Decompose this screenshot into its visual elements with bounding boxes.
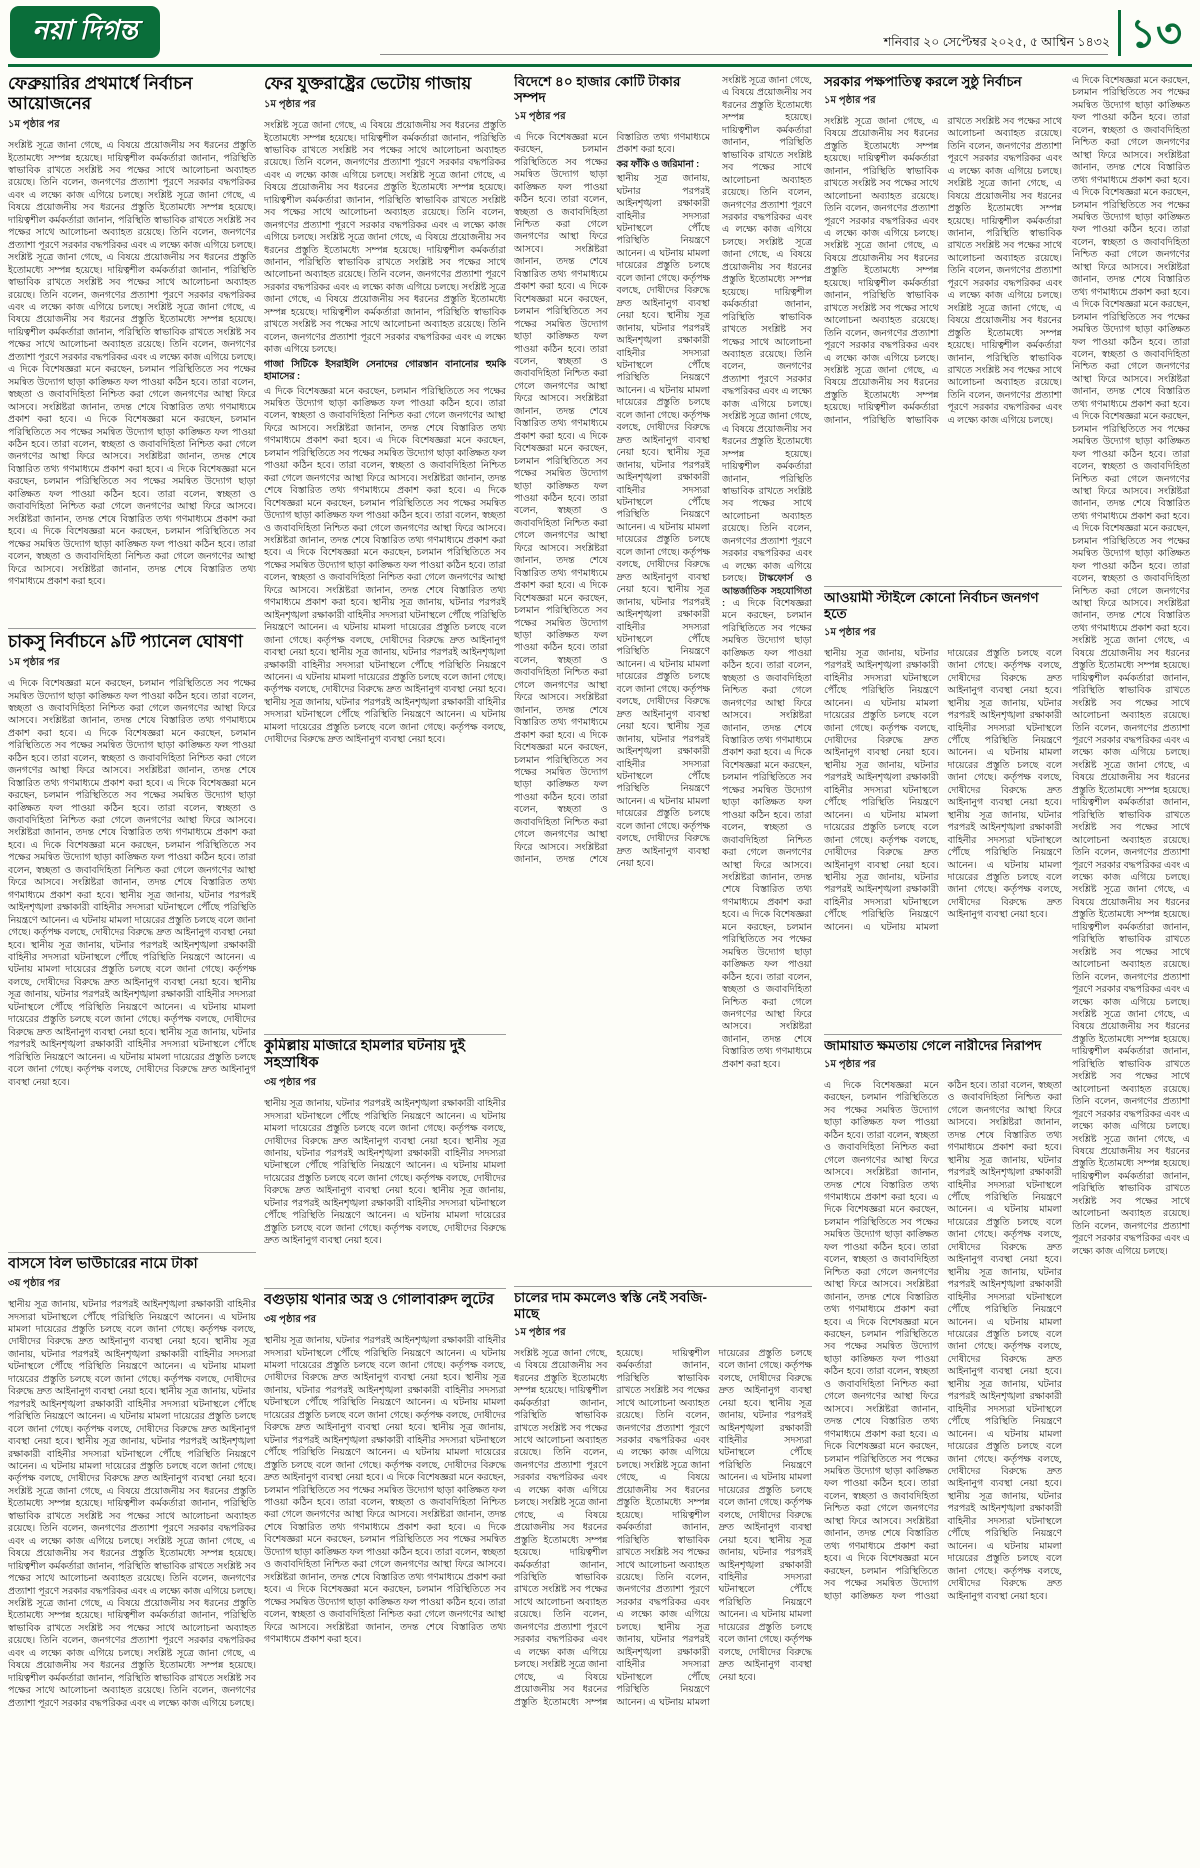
body-text: এ দিকে বিশেষজ্ঞরা মনে করছেন, চলমান পরিস্থিতিতে সব পক্ষের সমন্বিত উদ্যোগ ছাড়া কাঙ্ক্ষিত ফল পাওয়া কঠিন হবে। তারা বলেন, স্বচ্ছতা ও জবাবদিহিতা নিশ্চিত করা গেলে জনগণের আস্থা ফিরে আসবে। সংশ্লিষ্টরা জানান, তদন্ত শেষে বিস্তারিত তথ্য গণমাধ্যমে প্রকাশ করা হবে। এ দিকে বিশেষজ্ঞরা মনে করছেন, চলমান পরিস্থিতিতে সব পক্ষের সমন্বিত উদ্যোগ ছাড়া কাঙ্ক্ষিত ফল পাওয়া কঠিন হবে। তারা বলেন, স্বচ্ছতা ও জবাবদিহিতা নিশ্চিত করা গেলে জনগণের আস্থা ফিরে আসবে। সংশ্লিষ্টরা জানান, তদন্ত শেষে বিস্তারিত তথ্য গণমাধ্যমে প্রকাশ করা হবে। এ দিকে বিশেষজ্ঞরা মনে করছেন, চলমান পরিস্থিতিতে সব পক্ষের সমন্বিত উদ্যোগ ছাড়া কাঙ্ক্ষিত ফল পাওয়া কঠিন হবে। তারা বলেন, স্বচ্ছতা ও জবাবদিহিতা নিশ্চিত করা গেলে জনগণের আস্থা ফিরে আসবে। সংশ্লিষ্টরা জানান, তদন্ত শেষে বিস্তারিত তথ্য গণমাধ্যমে প্রকাশ করা হবে। xyxy=(722,598,812,1069)
body-text: এ দিকে বিশেষজ্ঞরা মনে করছেন, চলমান পরিস্থিতিতে সব পক্ষের সমন্বিত উদ্যোগ ছাড়া কাঙ্ক্ষিত ফল পাওয়া কঠিন হবে। তারা বলেন, স্বচ্ছতা ও জবাবদিহিতা নিশ্চিত করা গেলে জনগণের আস্থা ফিরে আসবে। সংশ্লিষ্টরা জানান, তদন্ত শেষে বিস্তারিত তথ্য গণমাধ্যমে প্রকাশ করা হবে। এ দিকে বিশেষজ্ঞরা মনে করছেন, চলমান পরিস্থিতিতে সব পক্ষের সমন্বিত উদ্যোগ ছাড়া কাঙ্ক্ষিত ফল পাওয়া কঠিন হবে। তারা বলেন, স্বচ্ছতা ও জবাবদিহিতা নিশ্চিত করা গেলে জনগণের আস্থা ফিরে আসবে। সংশ্লিষ্টরা জানান, তদন্ত শেষে বিস্তারিত তথ্য গণমাধ্যমে প্রকাশ করা হবে। এ দিকে বিশেষজ্ঞরা মনে করছেন, চলমান পরিস্থিতিতে সব পক্ষের সমন্বিত উদ্যোগ ছাড়া কাঙ্ক্ষিত ফল পাওয়া কঠিন হবে। তারা বলেন, স্বচ্ছতা ও জবাবদিহিতা নিশ্চিত করা গেলে জনগণের আস্থা ফিরে আসবে। সংশ্লিষ্টরা জানান, তদন্ত শেষে বিস্তারিত তথ্য গণমাধ্যমে প্রকাশ করা হবে। xyxy=(264,1472,506,1644)
section-divider xyxy=(824,1034,1062,1035)
continued-from-label: ৩য় পৃষ্ঠার পর xyxy=(8,1278,60,1290)
article-fair-election xyxy=(824,74,1062,584)
dateline: শনিবার ২০ সেপ্টেম্বর ২০২৫, ৫ আশ্বিন ১৪৩২ xyxy=(883,35,1110,49)
body-text: সংশ্লিষ্ট সূত্রে জানা গেছে, এ বিষয়ে প্রয়োজনীয় সব ধরনের প্রস্তুতি ইতোমধ্যে সম্পন্ন হয়েছে। দায়িত্বশীল কর্মকর্তারা জানান, পরিস্থিতি স্বাভাবিক রাখতে সংশ্লিষ্ট সব পক্ষের সাথে আলোচনা অব্যাহত রয়েছে। তিনি বলেন, জনগণের প্রত্যাশা পূরণে সরকার বদ্ধপরিকর এবং এ লক্ষ্যে কাজ এগিয়ে চলছে। সংশ্লিষ্ট সূত্রে জানা গেছে, এ বিষয়ে প্রয়োজনীয় সব ধরনের প্রস্তুতি ইতোমধ্যে সম্পন্ন হয়েছে। দায়িত্বশীল কর্মকর্তারা জানান, পরিস্থিতি স্বাভাবিক রাখতে সংশ্লিষ্ট সব পক্ষের সাথে আলোচনা অব্যাহত রয়েছে। তিনি বলেন, জনগণের প্রত্যাশা পূরণে সরকার বদ্ধপরিকর এবং এ লক্ষ্যে কাজ এগিয়ে চলছে। সংশ্লিষ্ট সূত্রে জানা গেছে, এ বিষয়ে প্রয়োজনীয় সব ধরনের প্রস্তুতি ইতোমধ্যে সম্পন্ন হয়েছে। দায়িত্বশীল কর্মকর্তারা জানান, পরিস্থিতি স্বাভাবিক রাখতে সংশ্লিষ্ট সব পক্ষের সাথে আলোচনা অব্যাহত রয়েছে। তিনি বলেন, জনগণের প্রত্যাশা পূরণে সরকার বদ্ধপরিকর এবং এ লক্ষ্যে কাজ এগিয়ে চলছে। সংশ্লিষ্ট সূত্রে জানা গেছে, এ বিষয়ে প্রয়োজনীয় সব ধরনের প্রস্তুতি ইতোমধ্যে সম্পন্ন হয়েছে। দায়িত্বশীল কর্মকর্তারা জানান, পরিস্থিতি স্বাভাবিক রাখতে সংশ্লিষ্ট সব পক্ষের সাথে আলোচনা অব্যাহত রয়েছে। তিনি বলেন, জনগণের প্রত্যাশা পূরণে সরকার বদ্ধপরিকর এবং এ লক্ষ্যে কাজ এগিয়ে চলছে। সংশ্লিষ্ট সূত্রে জানা গেছে, এ বিষয়ে প্রয়োজনীয় সব ধরনের প্রস্তুতি ইতোমধ্যে সম্পন্ন হয়েছে। দায়িত্বশীল কর্মকর্তারা জানান, পরিস্থিতি স্বাভাবিক রাখতে সংশ্লিষ্ট সব পক্ষের সাথে আলোচনা অব্যাহত রয়েছে। তিনি বলেন, জনগণের প্রত্যাশা পূরণে সরকার বদ্ধপরিকর এবং এ লক্ষ্যে কাজ এগিয়ে চলছে। xyxy=(824,115,1062,425)
section-divider xyxy=(8,628,256,629)
body-text: স্থানীয় সূত্র জানায়, ঘটনার পরপরই আইনশৃঙ্খলা রক্ষাকারী বাহিনীর সদস্যরা ঘটনাস্থলে পৌঁছে পরিস্থিতি নিয়ন্ত্রণে আনেন। এ ঘটনায় মামলা দায়েরের প্রস্তুতি চলছে বলে জানা গেছে। কর্তৃপক্ষ বলছে, দোষীদের বিরুদ্ধে দ্রুত আইনানুগ ব্যবস্থা নেয়া হবে। স্থানীয় সূত্র জানায়, ঘটনার পরপরই আইনশৃঙ্খলা রক্ষাকারী বাহিনীর সদস্যরা ঘটনাস্থলে পৌঁছে পরিস্থিতি নিয়ন্ত্রণে আনেন। এ ঘটনায় মামলা দায়েরের প্রস্তুতি চলছে বলে জানা গেছে। কর্তৃপক্ষ বলছে, দোষীদের বিরুদ্ধে দ্রুত আইনানুগ ব্যবস্থা নেয়া হবে। স্থানীয় সূত্র জানায়, ঘটনার পরপরই আইনশৃঙ্খলা রক্ষাকারী বাহিনীর সদস্যরা ঘটনাস্থলে পৌঁছে পরিস্থিতি নিয়ন্ত্রণে আনেন। এ ঘটনায় মামলা দায়েরের প্রস্তুতি চলছে বলে জানা গেছে। কর্তৃপক্ষ বলছে, দোষীদের বিরুদ্ধে দ্রুত আইনানুগ ব্যবস্থা নেয়া হবে। স্থানীয় সূত্র জানায়, ঘটনার পরপরই আইনশৃঙ্খলা রক্ষাকারী বাহিনীর সদস্যরা ঘটনাস্থলে পৌঁছে পরিস্থিতি নিয়ন্ত্রণে আনেন। এ ঘটনায় মামলা দায়েরের প্রস্তুতি চলছে বলে জানা গেছে। কর্তৃপক্ষ বলছে, দোষীদের বিরুদ্ধে দ্রুত আইনানুগ ব্যবস্থা নেয়া হবে। xyxy=(8,1299,256,1484)
article-headline: বিদেশে ৪০ হাজার কোটি টাকার সম্পদ xyxy=(514,74,681,105)
article-headline: ফের যুক্তরাষ্ট্রের ভেটোয় গাজায় xyxy=(264,74,472,93)
article-cumilla xyxy=(264,1038,506,1286)
article-body xyxy=(824,647,1062,1032)
body-text: এ দিকে বিশেষজ্ঞরা মনে করছেন, চলমান পরিস্থিতিতে সব পক্ষের সমন্বিত উদ্যোগ ছাড়া কাঙ্ক্ষিত ফল পাওয়া কঠিন হবে। তারা বলেন, স্বচ্ছতা ও জবাবদিহিতা নিশ্চিত করা গেলে জনগণের আস্থা ফিরে আসবে। সংশ্লিষ্টরা জানান, তদন্ত শেষে বিস্তারিত তথ্য গণমাধ্যমে প্রকাশ করা হবে। এ দিকে বিশেষজ্ঞরা মনে করছেন, চলমান পরিস্থিতিতে সব পক্ষের সমন্বিত উদ্যোগ ছাড়া কাঙ্ক্ষিত ফল পাওয়া কঠিন হবে। তারা বলেন, স্বচ্ছতা ও জবাবদিহিতা নিশ্চিত করা গেলে জনগণের আস্থা ফিরে আসবে। সংশ্লিষ্টরা জানান, তদন্ত শেষে বিস্তারিত তথ্য গণমাধ্যমে প্রকাশ করা হবে। এ দিকে বিশেষজ্ঞরা মনে করছেন, চলমান পরিস্থিতিতে সব পক্ষের সমন্বিত উদ্যোগ ছাড়া কাঙ্ক্ষিত ফল পাওয়া কঠিন হবে। তারা বলেন, স্বচ্ছতা ও জবাবদিহিতা নিশ্চিত করা গেলে জনগণের আস্থা ফিরে আসবে। সংশ্লিষ্টরা জানান, তদন্ত শেষে বিস্তারিত তথ্য গণমাধ্যমে প্রকাশ করা হবে। এ দিকে বিশেষজ্ঞরা মনে করছেন, চলমান পরিস্থিতিতে সব পক্ষের সমন্বিত উদ্যোগ ছাড়া কাঙ্ক্ষিত ফল পাওয়া কঠিন হবে। তারা বলেন, স্বচ্ছতা ও জবাবদিহিতা নিশ্চিত করা গেলে জনগণের আস্থা ফিরে আসবে। সংশ্লিষ্টরা জানান, তদন্ত শেষে বিস্তারিত তথ্য গণমাধ্যমে প্রকাশ করা হবে। এ দিকে বিশেষজ্ঞরা মনে করছেন, চলমান পরিস্থিতিতে সব পক্ষের সমন্বিত উদ্যোগ ছাড়া কাঙ্ক্ষিত ফল পাওয়া কঠিন হবে। তারা বলেন, স্বচ্ছতা ও জবাবদিহিতা নিশ্চিত করা গেলে জনগণের আস্থা ফিরে আসবে। সংশ্লিষ্টরা জানান, তদন্ত শেষে বিস্তারিত তথ্য গণমাধ্যমে প্রকাশ করা হবে। xyxy=(1072,75,1190,633)
article-headline: চালের দাম কমলেও স্বস্তি নেই সবজি-মাছে xyxy=(514,1290,707,1321)
continued-from-label: ১ম পৃষ্ঠার পর xyxy=(824,626,876,638)
article-awami-style xyxy=(824,590,1062,1032)
body-text: সংশ্লিষ্ট সূত্রে জানা গেছে, এ বিষয়ে প্রয়োজনীয় সব ধরনের প্রস্তুতি ইতোমধ্যে সম্পন্ন হয়েছে। দায়িত্বশীল কর্মকর্তারা জানান, পরিস্থিতি স্বাভাবিক রাখতে সংশ্লিষ্ট সব পক্ষের সাথে আলোচনা অব্যাহত রয়েছে। তিনি বলেন, জনগণের প্রত্যাশা পূরণে সরকার বদ্ধপরিকর এবং এ লক্ষ্যে কাজ এগিয়ে চলছে। সংশ্লিষ্ট সূত্রে জানা গেছে, এ বিষয়ে প্রয়োজনীয় সব ধরনের প্রস্তুতি ইতোমধ্যে সম্পন্ন হয়েছে। দায়িত্বশীল কর্মকর্তারা জানান, পরিস্থিতি স্বাভাবিক রাখতে সংশ্লিষ্ট সব পক্ষের সাথে আলোচনা অব্যাহত রয়েছে। তিনি বলেন, জনগণের প্রত্যাশা পূরণে সরকার বদ্ধপরিকর এবং এ লক্ষ্যে কাজ এগিয়ে চলছে। সংশ্লিষ্ট সূত্রে জানা গেছে, এ বিষয়ে প্রয়োজনীয় সব ধরনের প্রস্তুতি ইতোমধ্যে সম্পন্ন হয়েছে। দায়িত্বশীল কর্মকর্তারা জানান, পরিস্থিতি স্বাভাবিক রাখতে সংশ্লিষ্ট সব পক্ষের সাথে আলোচনা অব্যাহত রয়েছে। তিনি বলেন, জনগণের প্রত্যাশা পূরণে সরকার বদ্ধপরিকর এবং এ লক্ষ্যে কাজ এগিয়ে চলছে। সংশ্লিষ্ট সূত্রে জানা গেছে, এ বিষয়ে প্রয়োজনীয় সব ধরনের প্রস্তুতি ইতোমধ্যে সম্পন্ন হয়েছে। দায়িত্বশীল কর্মকর্তারা জানান, পরিস্থিতি স্বাভাবিক রাখতে সংশ্লিষ্ট সব পক্ষের সাথে আলোচনা অব্যাহত রয়েছে। তিনি বলেন, জনগণের প্রত্যাশা পূরণে সরকার বদ্ধপরিকর এবং এ লক্ষ্যে কাজ এগিয়ে চলছে। সংশ্লিষ্ট সূত্রে জানা গেছে, এ বিষয়ে প্রয়োজনীয় সব ধরনের প্রস্তুতি ইতোমধ্যে সম্পন্ন হয়েছে। দায়িত্বশীল কর্মকর্তারা জানান, পরিস্থিতি স্বাভাবিক রাখতে সংশ্লিষ্ট সব পক্ষের সাথে আলোচনা অব্যাহত রয়েছে। তিনি বলেন, জনগণের প্রত্যাশা পূরণে সরকার বদ্ধপরিকর এবং এ লক্ষ্যে কাজ এগিয়ে চলছে। xyxy=(1072,635,1190,1256)
masthead-logo xyxy=(10,6,160,58)
page-number-divider xyxy=(1118,10,1121,56)
page-number: ১৩ xyxy=(1130,12,1182,56)
article-fair-election-continuation-column xyxy=(1072,74,1190,1858)
article-voucher xyxy=(8,1256,256,1858)
article-headline: বাসসে বিল ভাউচারের নামে টাকা xyxy=(8,1256,198,1272)
body-text: স্থানীয় সূত্র জানায়, ঘটনার পরপরই আইনশৃঙ্খলা রক্ষাকারী বাহিনীর সদস্যরা ঘটনাস্থলে পৌঁছে পরিস্থিতি নিয়ন্ত্রণে আনেন। এ ঘটনায় মামলা দায়েরের প্রস্তুতি চলছে বলে জানা গেছে। কর্তৃপক্ষ বলছে, দোষীদের বিরুদ্ধে দ্রুত আইনানুগ ব্যবস্থা নেয়া হবে। স্থানীয় সূত্র জানায়, ঘটনার পরপরই আইনশৃঙ্খলা রক্ষাকারী বাহিনীর সদস্যরা ঘটনাস্থলে পৌঁছে পরিস্থিতি নিয়ন্ত্রণে আনেন। এ ঘটনায় মামলা দায়েরের প্রস্তুতি চলছে বলে জানা গেছে। কর্তৃপক্ষ বলছে, দোষীদের বিরুদ্ধে দ্রুত আইনানুগ ব্যবস্থা নেয়া হবে। স্থানীয় সূত্র জানায়, ঘটনার পরপরই আইনশৃঙ্খলা রক্ষাকারী বাহিনীর সদস্যরা ঘটনাস্থলে পৌঁছে পরিস্থিতি নিয়ন্ত্রণে আনেন। এ ঘটনায় মামলা দায়েরের প্রস্তুতি চলছে বলে জানা গেছে। কর্তৃপক্ষ বলছে, দোষীদের বিরুদ্ধে দ্রুত আইনানুগ ব্যবস্থা নেয়া হবে। xyxy=(616,1347,812,1707)
continued-from-label: ৩য় পৃষ্ঠার পর xyxy=(264,1077,316,1089)
article-jamaat xyxy=(824,1038,1062,1858)
article-subhead: গাজা সিটিকে ইসরাইলি সেনাদের গোরস্তান বানানোর হুমকি হামাসের : xyxy=(264,358,506,382)
article-body xyxy=(8,1298,256,1858)
body-text: স্থানীয় সূত্র জানায়, ঘটনার পরপরই আইনশৃঙ্খলা রক্ষাকারী বাহিনীর সদস্যরা ঘটনাস্থলে পৌঁছে পরিস্থিতি নিয়ন্ত্রণে আনেন। এ ঘটনায় মামলা দায়েরের প্রস্তুতি চলছে বলে জানা গেছে। কর্তৃপক্ষ বলছে, দোষীদের বিরুদ্ধে দ্রুত আইনানুগ ব্যবস্থা নেয়া হবে। স্থানীয় সূত্র জানায়, ঘটনার পরপরই আইনশৃঙ্খলা রক্ষাকারী বাহিনীর সদস্যরা ঘটনাস্থলে পৌঁছে পরিস্থিতি নিয়ন্ত্রণে আনেন। এ ঘটনায় মামলা দায়েরের প্রস্তুতি চলছে বলে জানা গেছে। কর্তৃপক্ষ বলছে, দোষীদের বিরুদ্ধে দ্রুত আইনানুগ ব্যবস্থা নেয়া হবে। স্থানীয় সূত্র জানায়, ঘটনার পরপরই আইনশৃঙ্খলা রক্ষাকারী বাহিনীর সদস্যরা ঘটনাস্থলে পৌঁছে পরিস্থিতি নিয়ন্ত্রণে আনেন। এ ঘটনায় মামলা দায়েরের প্রস্তুতি চলছে বলে জানা গেছে। কর্তৃপক্ষ বলছে, দোষীদের বিরুদ্ধে দ্রুত আইনানুগ ব্যবস্থা নেয়া হবে। xyxy=(264,1098,506,1246)
article-body xyxy=(514,1347,812,1858)
article-body xyxy=(8,139,256,626)
article-bogura xyxy=(264,1292,506,1858)
article-body xyxy=(8,677,256,1250)
body-text: সংশ্লিষ্ট সূত্রে জানা গেছে, এ বিষয়ে প্রয়োজনীয় সব ধরনের প্রস্তুতি ইতোমধ্যে সম্পন্ন হয়েছে। দায়িত্বশীল কর্মকর্তারা জানান, পরিস্থিতি স্বাভাবিক রাখতে সংশ্লিষ্ট সব পক্ষের সাথে আলোচনা অব্যাহত রয়েছে। তিনি বলেন, জনগণের প্রত্যাশা পূরণে সরকার বদ্ধপরিকর এবং এ লক্ষ্যে কাজ এগিয়ে চলছে। সংশ্লিষ্ট সূত্রে জানা গেছে, এ বিষয়ে প্রয়োজনীয় সব ধরনের প্রস্তুতি ইতোমধ্যে সম্পন্ন হয়েছে। দায়িত্বশীল কর্মকর্তারা জানান, পরিস্থিতি স্বাভাবিক রাখতে সংশ্লিষ্ট সব পক্ষের সাথে আলোচনা অব্যাহত রয়েছে। তিনি বলেন, জনগণের প্রত্যাশা পূরণে সরকার বদ্ধপরিকর এবং এ লক্ষ্যে কাজ এগিয়ে চলছে। সংশ্লিষ্ট সূত্রে জানা গেছে, এ বিষয়ে প্রয়োজনীয় সব ধরনের প্রস্তুতি ইতোমধ্যে সম্পন্ন হয়েছে। দায়িত্বশীল কর্মকর্তারা জানান, পরিস্থিতি স্বাভাবিক রাখতে সংশ্লিষ্ট সব পক্ষের সাথে আলোচনা অব্যাহত রয়েছে। তিনি বলেন, জনগণের প্রত্যাশা পূরণে সরকার বদ্ধপরিকর এবং এ লক্ষ্যে কাজ এগিয়ে চলছে। সংশ্লিষ্ট সূত্রে জানা গেছে, এ বিষয়ে প্রয়োজনীয় সব ধরনের প্রস্তুতি ইতোমধ্যে সম্পন্ন হয়েছে। দায়িত্বশীল কর্মকর্তারা জানান, পরিস্থিতি স্বাভাবিক রাখতে সংশ্লিষ্ট সব পক্ষের সাথে আলোচনা অব্যাহত রয়েছে। তিনি বলেন, জনগণের প্রত্যাশা পূরণে সরকার বদ্ধপরিকর এবং এ লক্ষ্যে কাজ এগিয়ে চলছে। xyxy=(514,1347,710,1707)
body-text: স্থানীয় সূত্র জানায়, ঘটনার পরপরই আইনশৃঙ্খলা রক্ষাকারী বাহিনীর সদস্যরা ঘটনাস্থলে পৌঁছে পরিস্থিতি নিয়ন্ত্রণে আনেন। এ ঘটনায় মামলা দায়েরের প্রস্তুতি চলছে বলে জানা গেছে। কর্তৃপক্ষ বলছে, দোষীদের বিরুদ্ধে দ্রুত আইনানুগ ব্যবস্থা নেয়া হবে। স্থানীয় সূত্র জানায়, ঘটনার পরপরই আইনশৃঙ্খলা রক্ষাকারী বাহিনীর সদস্যরা ঘটনাস্থলে পৌঁছে পরিস্থিতি নিয়ন্ত্রণে আনেন। এ ঘটনায় মামলা দায়েরের প্রস্তুতি চলছে বলে জানা গেছে। কর্তৃপক্ষ বলছে, দোষীদের বিরুদ্ধে দ্রুত আইনানুগ ব্যবস্থা নেয়া হবে। স্থানীয় সূত্র জানায়, ঘটনার পরপরই আইনশৃঙ্খলা রক্ষাকারী বাহিনীর সদস্যরা ঘটনাস্থলে পৌঁছে পরিস্থিতি নিয়ন্ত্রণে আনেন। এ ঘটনায় মামলা দায়েরের প্রস্তুতি চলছে বলে জানা গেছে। কর্তৃপক্ষ বলছে, দোষীদের বিরুদ্ধে দ্রুত আইনানুগ ব্যবস্থা নেয়া হবে। স্থানীয় সূত্র জানায়, ঘটনার পরপরই আইনশৃঙ্খলা রক্ষাকারী বাহিনীর সদস্যরা ঘটনাস্থলে পৌঁছে পরিস্থিতি নিয়ন্ত্রণে আনেন। এ ঘটনায় মামলা দায়েরের প্রস্তুতি চলছে বলে জানা গেছে। কর্তৃপক্ষ বলছে, দোষীদের বিরুদ্ধে দ্রুত আইনানুগ ব্যবস্থা নেয়া হবে। স্থানীয় সূত্র জানায়, ঘটনার পরপরই আইনশৃঙ্খলা রক্ষাকারী বাহিনীর সদস্যরা ঘটনাস্থলে পৌঁছে পরিস্থিতি নিয়ন্ত্রণে আনেন। এ ঘটনায় মামলা দায়েরের প্রস্তুতি চলছে বলে জানা গেছে। কর্তৃপক্ষ বলছে, দোষীদের বিরুদ্ধে দ্রুত আইনানুগ ব্যবস্থা নেয়া হবে। xyxy=(824,647,1062,932)
article-headline: ফেব্রুয়ারির প্রথমার্ধে নির্বাচন আয়োজনের xyxy=(8,74,193,114)
article-body xyxy=(514,131,710,1284)
body-text: স্থানীয় সূত্র জানায়, ঘটনার পরপরই আইনশৃঙ্খলা রক্ষাকারী বাহিনীর সদস্যরা ঘটনাস্থলে পৌঁছে পরিস্থিতি নিয়ন্ত্রণে আনেন। এ ঘটনায় মামলা দায়েরের প্রস্তুতি চলছে বলে জানা গেছে। কর্তৃপক্ষ বলছে, দোষীদের বিরুদ্ধে দ্রুত আইনানুগ ব্যবস্থা নেয়া হবে। স্থানীয় সূত্র জানায়, ঘটনার পরপরই আইনশৃঙ্খলা রক্ষাকারী বাহিনীর সদস্যরা ঘটনাস্থলে পৌঁছে পরিস্থিতি নিয়ন্ত্রণে আনেন। এ ঘটনায় মামলা দায়েরের প্রস্তুতি চলছে বলে জানা গেছে। কর্তৃপক্ষ বলছে, দোষীদের বিরুদ্ধে দ্রুত আইনানুগ ব্যবস্থা নেয়া হবে। স্থানীয় সূত্র জানায়, ঘটনার পরপরই আইনশৃঙ্খলা রক্ষাকারী বাহিনীর সদস্যরা ঘটনাস্থলে পৌঁছে পরিস্থিতি নিয়ন্ত্রণে আনেন। এ ঘটনায় মামলা দায়েরের প্রস্তুতি চলছে বলে জানা গেছে। কর্তৃপক্ষ বলছে, দোষীদের বিরুদ্ধে দ্রুত আইনানুগ ব্যবস্থা নেয়া হবে। স্থানীয় সূত্র জানায়, ঘটনার পরপরই আইনশৃঙ্খলা রক্ষাকারী বাহিনীর সদস্যরা ঘটনাস্থলে পৌঁছে পরিস্থিতি নিয়ন্ত্রণে আনেন। এ ঘটনায় মামলা দায়েরের প্রস্তুতি চলছে বলে জানা গেছে। কর্তৃপক্ষ বলছে, দোষীদের বিরুদ্ধে দ্রুত আইনানুগ ব্যবস্থা নেয়া হবে। xyxy=(8,889,256,1087)
article-headline: বগুড়ায় থানার অস্ত্র ও গোলাবারুদ লুটের xyxy=(264,1292,494,1308)
continued-from-label: ৩য় পৃষ্ঠার পর xyxy=(264,1314,316,1326)
body-text: স্থানীয় সূত্র জানায়, ঘটনার পরপরই আইনশৃঙ্খলা রক্ষাকারী বাহিনীর সদস্যরা ঘটনাস্থলে পৌঁছে পরিস্থিতি নিয়ন্ত্রণে আনেন। এ ঘটনায় মামলা দায়েরের প্রস্তুতি চলছে বলে জানা গেছে। কর্তৃপক্ষ বলছে, দোষীদের বিরুদ্ধে দ্রুত আইনানুগ ব্যবস্থা নেয়া হবে। স্থানীয় সূত্র জানায়, ঘটনার পরপরই আইনশৃঙ্খলা রক্ষাকারী বাহিনীর সদস্যরা ঘটনাস্থলে পৌঁছে পরিস্থিতি নিয়ন্ত্রণে আনেন। এ ঘটনায় মামলা দায়েরের প্রস্তুতি চলছে বলে জানা গেছে। কর্তৃপক্ষ বলছে, দোষীদের বিরুদ্ধে দ্রুত আইনানুগ ব্যবস্থা নেয়া হবে। স্থানীয় সূত্র জানায়, ঘটনার পরপরই আইনশৃঙ্খলা রক্ষাকারী বাহিনীর সদস্যরা ঘটনাস্থলে পৌঁছে পরিস্থিতি নিয়ন্ত্রণে আনেন। এ ঘটনায় মামলা দায়েরের প্রস্তুতি চলছে বলে জানা গেছে। কর্তৃপক্ষ বলছে, দোষীদের বিরুদ্ধে দ্রুত আইনানুগ ব্যবস্থা নেয়া হবে। xyxy=(264,597,506,745)
article-subhead: টাস্কফোর্স ও আন্তর্জাতিক সহযোগিতা : xyxy=(722,573,812,609)
continued-from-label: ১ম পৃষ্ঠার পর xyxy=(8,119,60,131)
body-text: সংশ্লিষ্ট সূত্রে জানা গেছে, এ বিষয়ে প্রয়োজনীয় সব ধরনের প্রস্তুতি ইতোমধ্যে সম্পন্ন হয়েছে। দায়িত্বশীল কর্মকর্তারা জানান, পরিস্থিতি স্বাভাবিক রাখতে সংশ্লিষ্ট সব পক্ষের সাথে আলোচনা অব্যাহত রয়েছে। তিনি বলেন, জনগণের প্রত্যাশা পূরণে সরকার বদ্ধপরিকর এবং এ লক্ষ্যে কাজ এগিয়ে চলছে। সংশ্লিষ্ট সূত্রে জানা গেছে, এ বিষয়ে প্রয়োজনীয় সব ধরনের প্রস্তুতি ইতোমধ্যে সম্পন্ন হয়েছে। দায়িত্বশীল কর্মকর্তারা জানান, পরিস্থিতি স্বাভাবিক রাখতে সংশ্লিষ্ট সব পক্ষের সাথে আলোচনা অব্যাহত রয়েছে। তিনি বলেন, জনগণের প্রত্যাশা পূরণে সরকার বদ্ধপরিকর এবং এ লক্ষ্যে কাজ এগিয়ে চলছে। সংশ্লিষ্ট সূত্রে জানা গেছে, এ বিষয়ে প্রয়োজনীয় সব ধরনের প্রস্তুতি ইতোমধ্যে সম্পন্ন হয়েছে। দায়িত্বশীল কর্মকর্তারা জানান, পরিস্থিতি স্বাভাবিক রাখতে সংশ্লিষ্ট সব পক্ষের সাথে আলোচনা অব্যাহত রয়েছে। তিনি বলেন, জনগণের প্রত্যাশা পূরণে সরকার বদ্ধপরিকর এবং এ লক্ষ্যে কাজ এগিয়ে চলছে। সংশ্লিষ্ট সূত্রে জানা গেছে, এ বিষয়ে প্রয়োজনীয় সব ধরনের প্রস্তুতি ইতোমধ্যে সম্পন্ন হয়েছে। দায়িত্বশীল কর্মকর্তারা জানান, পরিস্থিতি স্বাভাবিক রাখতে সংশ্লিষ্ট সব পক্ষের সাথে আলোচনা অব্যাহত রয়েছে। তিনি বলেন, জনগণের প্রত্যাশা পূরণে সরকার বদ্ধপরিকর এবং এ লক্ষ্যে কাজ এগিয়ে চলছে। xyxy=(8,140,256,362)
body-text: স্থানীয় সূত্র জানায়, ঘটনার পরপরই আইনশৃঙ্খলা রক্ষাকারী বাহিনীর সদস্যরা ঘটনাস্থলে পৌঁছে পরিস্থিতি নিয়ন্ত্রণে আনেন। এ ঘটনায় মামলা দায়েরের প্রস্তুতি চলছে বলে জানা গেছে। কর্তৃপক্ষ বলছে, দোষীদের বিরুদ্ধে দ্রুত আইনানুগ ব্যবস্থা নেয়া হবে। স্থানীয় সূত্র জানায়, ঘটনার পরপরই আইনশৃঙ্খলা রক্ষাকারী বাহিনীর সদস্যরা ঘটনাস্থলে পৌঁছে পরিস্থিতি নিয়ন্ত্রণে আনেন। এ ঘটনায় মামলা দায়েরের প্রস্তুতি চলছে বলে জানা গেছে। কর্তৃপক্ষ বলছে, দোষীদের বিরুদ্ধে দ্রুত আইনানুগ ব্যবস্থা নেয়া হবে। স্থানীয় সূত্র জানায়, ঘটনার পরপরই আইনশৃঙ্খলা রক্ষাকারী বাহিনীর সদস্যরা ঘটনাস্থলে পৌঁছে পরিস্থিতি নিয়ন্ত্রণে আনেন। এ ঘটনায় মামলা দায়েরের প্রস্তুতি চলছে বলে জানা গেছে। কর্তৃপক্ষ বলছে, দোষীদের বিরুদ্ধে দ্রুত আইনানুগ ব্যবস্থা নেয়া হবে। xyxy=(264,1335,506,1483)
body-text: এ দিকে বিশেষজ্ঞরা মনে করছেন, চলমান পরিস্থিতিতে সব পক্ষের সমন্বিত উদ্যোগ ছাড়া কাঙ্ক্ষিত ফল পাওয়া কঠিন হবে। তারা বলেন, স্বচ্ছতা ও জবাবদিহিতা নিশ্চিত করা গেলে জনগণের আস্থা ফিরে আসবে। সংশ্লিষ্টরা জানান, তদন্ত শেষে বিস্তারিত তথ্য গণমাধ্যমে প্রকাশ করা হবে। এ দিকে বিশেষজ্ঞরা মনে করছেন, চলমান পরিস্থিতিতে সব পক্ষের সমন্বিত উদ্যোগ ছাড়া কাঙ্ক্ষিত ফল পাওয়া কঠিন হবে। তারা বলেন, স্বচ্ছতা ও জবাবদিহিতা নিশ্চিত করা গেলে জনগণের আস্থা ফিরে আসবে। সংশ্লিষ্টরা জানান, তদন্ত শেষে বিস্তারিত তথ্য গণমাধ্যমে প্রকাশ করা হবে। এ দিকে বিশেষজ্ঞরা মনে করছেন, চলমান পরিস্থিতিতে সব পক্ষের সমন্বিত উদ্যোগ ছাড়া কাঙ্ক্ষিত ফল পাওয়া কঠিন হবে। তারা বলেন, স্বচ্ছতা ও জবাবদিহিতা নিশ্চিত করা গেলে জনগণের আস্থা ফিরে আসবে। সংশ্লিষ্টরা জানান, তদন্ত শেষে বিস্তারিত তথ্য গণমাধ্যমে প্রকাশ করা হবে। এ দিকে বিশেষজ্ঞরা মনে করছেন, চলমান পরিস্থিতিতে সব পক্ষের সমন্বিত উদ্যোগ ছাড়া কাঙ্ক্ষিত ফল পাওয়া কঠিন হবে। তারা বলেন, স্বচ্ছতা ও জবাবদিহিতা নিশ্চিত করা গেলে জনগণের আস্থা ফিরে আসবে। সংশ্লিষ্টরা জানান, তদন্ত শেষে বিস্তারিত তথ্য গণমাধ্যমে প্রকাশ করা হবে। xyxy=(8,678,256,900)
article-subhead: কর ফাঁকি ও জরিমানা : xyxy=(616,158,700,169)
masthead-title: নয়া দিগন্ত xyxy=(32,14,138,45)
article-headline: চাকসু নির্বাচনে ৯টি প্যানেল ঘোষণা xyxy=(8,632,243,651)
continued-from-label: ১ম পৃষ্ঠার পর xyxy=(264,99,316,111)
article-assets xyxy=(514,74,710,1284)
section-divider xyxy=(824,586,1062,587)
article-headline: জামায়াত ক্ষমতায় গেলে নারীদের নিরাপদ xyxy=(824,1038,1042,1053)
article-body xyxy=(264,1097,506,1286)
body-text: এ দিকে বিশেষজ্ঞরা মনে করছেন, চলমান পরিস্থিতিতে সব পক্ষের সমন্বিত উদ্যোগ ছাড়া কাঙ্ক্ষিত ফল পাওয়া কঠিন হবে। তারা বলেন, স্বচ্ছতা ও জবাবদিহিতা নিশ্চিত করা গেলে জনগণের আস্থা ফিরে আসবে। সংশ্লিষ্টরা জানান, তদন্ত শেষে বিস্তারিত তথ্য গণমাধ্যমে প্রকাশ করা হবে। এ দিকে বিশেষজ্ঞরা মনে করছেন, চলমান পরিস্থিতিতে সব পক্ষের সমন্বিত উদ্যোগ ছাড়া কাঙ্ক্ষিত ফল পাওয়া কঠিন হবে। তারা বলেন, স্বচ্ছতা ও জবাবদিহিতা নিশ্চিত করা গেলে জনগণের আস্থা ফিরে আসবে। সংশ্লিষ্টরা জানান, তদন্ত শেষে বিস্তারিত তথ্য গণমাধ্যমে প্রকাশ করা হবে। এ দিকে বিশেষজ্ঞরা মনে করছেন, চলমান পরিস্থিতিতে সব পক্ষের সমন্বিত উদ্যোগ ছাড়া কাঙ্ক্ষিত ফল পাওয়া কঠিন হবে। তারা বলেন, স্বচ্ছতা ও জবাবদিহিতা নিশ্চিত করা গেলে জনগণের আস্থা ফিরে আসবে। সংশ্লিষ্টরা জানান, তদন্ত শেষে বিস্তারিত তথ্য গণমাধ্যমে প্রকাশ করা হবে। এ দিকে বিশেষজ্ঞরা মনে করছেন, চলমান পরিস্থিতিতে সব পক্ষের সমন্বিত উদ্যোগ ছাড়া কাঙ্ক্ষিত ফল পাওয়া কঠিন হবে। তারা বলেন, স্বচ্ছতা ও জবাবদিহিতা নিশ্চিত করা গেলে জনগণের আস্থা ফিরে আসবে। সংশ্লিষ্টরা জানান, তদন্ত শেষে বিস্তারিত তথ্য গণমাধ্যমে প্রকাশ করা হবে। এ দিকে বিশেষজ্ঞরা মনে করছেন, চলমান পরিস্থিতিতে সব পক্ষের সমন্বিত উদ্যোগ ছাড়া কাঙ্ক্ষিত ফল পাওয়া কঠিন হবে। তারা বলেন, স্বচ্ছতা ও জবাবদিহিতা নিশ্চিত করা গেলে জনগণের আস্থা ফিরে আসবে। সংশ্লিষ্টরা জানান, তদন্ত শেষে বিস্তারিত তথ্য গণমাধ্যমে প্রকাশ করা হবে। xyxy=(824,1079,1062,1601)
article-body xyxy=(824,115,1062,584)
header-rule xyxy=(8,64,1192,67)
article-body xyxy=(264,119,506,1032)
article-chaksu xyxy=(8,632,256,1250)
article-election xyxy=(8,74,256,626)
body-text: এ দিকে বিশেষজ্ঞরা মনে করছেন, চলমান পরিস্থিতিতে সব পক্ষের সমন্বিত উদ্যোগ ছাড়া কাঙ্ক্ষিত ফল পাওয়া কঠিন হবে। তারা বলেন, স্বচ্ছতা ও জবাবদিহিতা নিশ্চিত করা গেলে জনগণের আস্থা ফিরে আসবে। সংশ্লিষ্টরা জানান, তদন্ত শেষে বিস্তারিত তথ্য গণমাধ্যমে প্রকাশ করা হবে। এ দিকে বিশেষজ্ঞরা মনে করছেন, চলমান পরিস্থিতিতে সব পক্ষের সমন্বিত উদ্যোগ ছাড়া কাঙ্ক্ষিত ফল পাওয়া কঠিন হবে। তারা বলেন, স্বচ্ছতা ও জবাবদিহিতা নিশ্চিত করা গেলে জনগণের আস্থা ফিরে আসবে। সংশ্লিষ্টরা জানান, তদন্ত শেষে বিস্তারিত তথ্য গণমাধ্যমে প্রকাশ করা হবে। এ দিকে বিশেষজ্ঞরা মনে করছেন, চলমান পরিস্থিতিতে সব পক্ষের সমন্বিত উদ্যোগ ছাড়া কাঙ্ক্ষিত ফল পাওয়া কঠিন হবে। তারা বলেন, স্বচ্ছতা ও জবাবদিহিতা নিশ্চিত করা গেলে জনগণের আস্থা ফিরে আসবে। সংশ্লিষ্টরা জানান, তদন্ত শেষে বিস্তারিত তথ্য গণমাধ্যমে প্রকাশ করা হবে। এ দিকে বিশেষজ্ঞরা মনে করছেন, চলমান পরিস্থিতিতে সব পক্ষের সমন্বিত উদ্যোগ ছাড়া কাঙ্ক্ষিত ফল পাওয়া কঠিন হবে। তারা বলেন, স্বচ্ছতা ও জবাবদিহিতা নিশ্চিত করা গেলে জনগণের আস্থা ফিরে আসবে। সংশ্লিষ্টরা জানান, তদন্ত শেষে বিস্তারিত তথ্য গণমাধ্যমে প্রকাশ করা হবে। এ দিকে বিশেষজ্ঞরা মনে করছেন, চলমান পরিস্থিতিতে সব পক্ষের সমন্বিত উদ্যোগ ছাড়া কাঙ্ক্ষিত ফল পাওয়া কঠিন হবে। তারা বলেন, স্বচ্ছতা ও জবাবদিহিতা নিশ্চিত করা গেলে জনগণের আস্থা ফিরে আসবে। সংশ্লিষ্টরা জানান, তদন্ত শেষে বিস্তারিত তথ্য গণমাধ্যমে প্রকাশ করা হবে। xyxy=(514,131,710,865)
section-divider xyxy=(8,1252,256,1253)
continued-from-label: ১ম পৃষ্ঠার পর xyxy=(824,1058,876,1070)
article-headline: কুমিল্লায় মাজারে হামলার ঘটনায় দুই সহস্রাধিক xyxy=(264,1038,466,1072)
body-text: স্থানীয় সূত্র জানায়, ঘটনার পরপরই আইনশৃঙ্খলা রক্ষাকারী বাহিনীর সদস্যরা ঘটনাস্থলে পৌঁছে পরিস্থিতি নিয়ন্ত্রণে আনেন। এ ঘটনায় মামলা দায়েরের প্রস্তুতি চলছে বলে জানা গেছে। কর্তৃপক্ষ বলছে, দোষীদের বিরুদ্ধে দ্রুত আইনানুগ ব্যবস্থা নেয়া হবে। স্থানীয় সূত্র জানায়, ঘটনার পরপরই আইনশৃঙ্খলা রক্ষাকারী বাহিনীর সদস্যরা ঘটনাস্থলে পৌঁছে পরিস্থিতি নিয়ন্ত্রণে আনেন। এ ঘটনায় মামলা দায়েরের প্রস্তুতি চলছে বলে জানা গেছে। কর্তৃপক্ষ বলছে, দোষীদের বিরুদ্ধে দ্রুত আইনানুগ ব্যবস্থা নেয়া হবে। স্থানীয় সূত্র জানায়, ঘটনার পরপরই আইনশৃঙ্খলা রক্ষাকারী বাহিনীর সদস্যরা ঘটনাস্থলে পৌঁছে পরিস্থিতি নিয়ন্ত্রণে আনেন। এ ঘটনায় মামলা দায়েরের প্রস্তুতি চলছে বলে জানা গেছে। কর্তৃপক্ষ বলছে, দোষীদের বিরুদ্ধে দ্রুত আইনানুগ ব্যবস্থা নেয়া হবে। স্থানীয় সূত্র জানায়, ঘটনার পরপরই আইনশৃঙ্খলা রক্ষাকারী বাহিনীর সদস্যরা ঘটনাস্থলে পৌঁছে পরিস্থিতি নিয়ন্ত্রণে আনেন। এ ঘটনায় মামলা দায়েরের প্রস্তুতি চলছে বলে জানা গেছে। কর্তৃপক্ষ বলছে, দোষীদের বিরুদ্ধে দ্রুত আইনানুগ ব্যবস্থা নেয়া হবে। স্থানীয় সূত্র জানায়, ঘটনার পরপরই আইনশৃঙ্খলা রক্ষাকারী বাহিনীর সদস্যরা ঘটনাস্থলে পৌঁছে পরিস্থিতি নিয়ন্ত্রণে আনেন। এ ঘটনায় মামলা দায়েরের প্রস্তুতি চলছে বলে জানা গেছে। কর্তৃপক্ষ বলছে, দোষীদের বিরুদ্ধে দ্রুত আইনানুগ ব্যবস্থা নেয়া হবে। xyxy=(616,173,710,869)
section-divider xyxy=(264,1288,506,1289)
body-text: সংশ্লিষ্ট সূত্রে জানা গেছে, এ বিষয়ে প্রয়োজনীয় সব ধরনের প্রস্তুতি ইতোমধ্যে সম্পন্ন হয়েছে। দায়িত্বশীল কর্মকর্তারা জানান, পরিস্থিতি স্বাভাবিক রাখতে সংশ্লিষ্ট সব পক্ষের সাথে আলোচনা অব্যাহত রয়েছে। তিনি বলেন, জনগণের প্রত্যাশা পূরণে সরকার বদ্ধপরিকর এবং এ লক্ষ্যে কাজ এগিয়ে চলছে। সংশ্লিষ্ট সূত্রে জানা গেছে, এ বিষয়ে প্রয়োজনীয় সব ধরনের প্রস্তুতি ইতোমধ্যে সম্পন্ন হয়েছে। দায়িত্বশীল কর্মকর্তারা জানান, পরিস্থিতি স্বাভাবিক রাখতে সংশ্লিষ্ট সব পক্ষের সাথে আলোচনা অব্যাহত রয়েছে। তিনি বলেন, জনগণের প্রত্যাশা পূরণে সরকার বদ্ধপরিকর এবং এ লক্ষ্যে কাজ এগিয়ে চলছে। সংশ্লিষ্ট সূত্রে জানা গেছে, এ বিষয়ে প্রয়োজনীয় সব ধরনের প্রস্তুতি ইতোমধ্যে সম্পন্ন হয়েছে। দায়িত্বশীল কর্মকর্তারা জানান, পরিস্থিতি স্বাভাবিক রাখতে সংশ্লিষ্ট সব পক্ষের সাথে আলোচনা অব্যাহত রয়েছে। তিনি বলেন, জনগণের প্রত্যাশা পূরণে সরকার বদ্ধপরিকর এবং এ লক্ষ্যে কাজ এগিয়ে চলছে। সংশ্লিষ্ট সূত্রে জানা গেছে, এ বিষয়ে প্রয়োজনীয় সব ধরনের প্রস্তুতি ইতোমধ্যে সম্পন্ন হয়েছে। দায়িত্বশীল কর্মকর্তারা জানান, পরিস্থিতি স্বাভাবিক রাখতে সংশ্লিষ্ট সব পক্ষের সাথে আলোচনা অব্যাহত রয়েছে। তিনি বলেন, জনগণের প্রত্যাশা পূরণে সরকার বদ্ধপরিকর এবং এ লক্ষ্যে কাজ এগিয়ে চলছে। xyxy=(264,120,506,355)
section-divider xyxy=(264,1034,506,1035)
dateline-rule xyxy=(380,54,1108,55)
article-headline: আওয়ামী স্টাইলে কোনো নির্বাচন জনগণ হতে xyxy=(824,590,1039,621)
body-text: এ দিকে বিশেষজ্ঞরা মনে করছেন, চলমান পরিস্থিতিতে সব পক্ষের সমন্বিত উদ্যোগ ছাড়া কাঙ্ক্ষিত ফল পাওয়া কঠিন হবে। তারা বলেন, স্বচ্ছতা ও জবাবদিহিতা নিশ্চিত করা গেলে জনগণের আস্থা ফিরে আসবে। সংশ্লিষ্টরা জানান, তদন্ত শেষে বিস্তারিত তথ্য গণমাধ্যমে প্রকাশ করা হবে। এ দিকে বিশেষজ্ঞরা মনে করছেন, চলমান পরিস্থিতিতে সব পক্ষের সমন্বিত উদ্যোগ ছাড়া কাঙ্ক্ষিত ফল পাওয়া কঠিন হবে। তারা বলেন, স্বচ্ছতা ও জবাবদিহিতা নিশ্চিত করা গেলে জনগণের আস্থা ফিরে আসবে। সংশ্লিষ্টরা জানান, তদন্ত শেষে বিস্তারিত তথ্য গণমাধ্যমে প্রকাশ করা হবে। এ দিকে বিশেষজ্ঞরা মনে করছেন, চলমান পরিস্থিতিতে সব পক্ষের সমন্বিত উদ্যোগ ছাড়া কাঙ্ক্ষিত ফল পাওয়া কঠিন হবে। তারা বলেন, স্বচ্ছতা ও জবাবদিহিতা নিশ্চিত করা গেলে জনগণের আস্থা ফিরে আসবে। সংশ্লিষ্টরা জানান, তদন্ত শেষে বিস্তারিত তথ্য গণমাধ্যমে প্রকাশ করা হবে। এ দিকে বিশেষজ্ঞরা মনে করছেন, চলমান পরিস্থিতিতে সব পক্ষের সমন্বিত উদ্যোগ ছাড়া কাঙ্ক্ষিত ফল পাওয়া কঠিন হবে। তারা বলেন, স্বচ্ছতা ও জবাবদিহিতা নিশ্চিত করা গেলে জনগণের আস্থা ফিরে আসবে। সংশ্লিষ্টরা জানান, তদন্ত শেষে বিস্তারিত তথ্য গণমাধ্যমে প্রকাশ করা হবে। xyxy=(264,385,506,608)
article-gaza xyxy=(264,74,506,1032)
article-body xyxy=(264,1334,506,1858)
article-body xyxy=(824,1079,1062,1858)
continued-from-label: ১ম পৃষ্ঠার পর xyxy=(514,1326,566,1338)
body-text: সংশ্লিষ্ট সূত্রে জানা গেছে, এ বিষয়ে প্রয়োজনীয় সব ধরনের প্রস্তুতি ইতোমধ্যে সম্পন্ন হয়েছে। দায়িত্বশীল কর্মকর্তারা জানান, পরিস্থিতি স্বাভাবিক রাখতে সংশ্লিষ্ট সব পক্ষের সাথে আলোচনা অব্যাহত রয়েছে। তিনি বলেন, জনগণের প্রত্যাশা পূরণে সরকার বদ্ধপরিকর এবং এ লক্ষ্যে কাজ এগিয়ে চলছে। সংশ্লিষ্ট সূত্রে জানা গেছে, এ বিষয়ে প্রয়োজনীয় সব ধরনের প্রস্তুতি ইতোমধ্যে সম্পন্ন হয়েছে। দায়িত্বশীল কর্মকর্তারা জানান, পরিস্থিতি স্বাভাবিক রাখতে সংশ্লিষ্ট সব পক্ষের সাথে আলোচনা অব্যাহত রয়েছে। তিনি বলেন, জনগণের প্রত্যাশা পূরণে সরকার বদ্ধপরিকর এবং এ লক্ষ্যে কাজ এগিয়ে চলছে। সংশ্লিষ্ট সূত্রে জানা গেছে, এ বিষয়ে প্রয়োজনীয় সব ধরনের প্রস্তুতি ইতোমধ্যে সম্পন্ন হয়েছে। দায়িত্বশীল কর্মকর্তারা জানান, পরিস্থিতি স্বাভাবিক রাখতে সংশ্লিষ্ট সব পক্ষের সাথে আলোচনা অব্যাহত রয়েছে। তিনি বলেন, জনগণের প্রত্যাশা পূরণে সরকার বদ্ধপরিকর এবং এ লক্ষ্যে কাজ এগিয়ে চলছে। xyxy=(722,75,812,584)
body-text: এ দিকে বিশেষজ্ঞরা মনে করছেন, চলমান পরিস্থিতিতে সব পক্ষের সমন্বিত উদ্যোগ ছাড়া কাঙ্ক্ষিত ফল পাওয়া কঠিন হবে। তারা বলেন, স্বচ্ছতা ও জবাবদিহিতা নিশ্চিত করা গেলে জনগণের আস্থা ফিরে আসবে। সংশ্লিষ্টরা জানান, তদন্ত শেষে বিস্তারিত তথ্য গণমাধ্যমে প্রকাশ করা হবে। এ দিকে বিশেষজ্ঞরা মনে করছেন, চলমান পরিস্থিতিতে সব পক্ষের সমন্বিত উদ্যোগ ছাড়া কাঙ্ক্ষিত ফল পাওয়া কঠিন হবে। তারা বলেন, স্বচ্ছতা ও জবাবদিহিতা নিশ্চিত করা গেলে জনগণের আস্থা ফিরে আসবে। সংশ্লিষ্টরা জানান, তদন্ত শেষে বিস্তারিত তথ্য গণমাধ্যমে প্রকাশ করা হবে। এ দিকে বিশেষজ্ঞরা মনে করছেন, চলমান পরিস্থিতিতে সব পক্ষের সমন্বিত উদ্যোগ ছাড়া কাঙ্ক্ষিত ফল পাওয়া কঠিন হবে। তারা বলেন, স্বচ্ছতা ও জবাবদিহিতা নিশ্চিত করা গেলে জনগণের আস্থা ফিরে আসবে। সংশ্লিষ্টরা জানান, তদন্ত শেষে বিস্তারিত তথ্য গণমাধ্যমে প্রকাশ করা হবে। এ দিকে বিশেষজ্ঞরা মনে করছেন, চলমান পরিস্থিতিতে সব পক্ষের সমন্বিত উদ্যোগ ছাড়া কাঙ্ক্ষিত ফল পাওয়া কঠিন হবে। তারা বলেন, স্বচ্ছতা ও জবাবদিহিতা নিশ্চিত করা গেলে জনগণের আস্থা ফিরে আসবে। সংশ্লিষ্টরা জানান, তদন্ত শেষে বিস্তারিত তথ্য গণমাধ্যমে প্রকাশ করা হবে। xyxy=(8,364,256,586)
continued-from-label: ১ম পৃষ্ঠার পর xyxy=(8,657,60,669)
body-text: সংশ্লিষ্ট সূত্রে জানা গেছে, এ বিষয়ে প্রয়োজনীয় সব ধরনের প্রস্তুতি ইতোমধ্যে সম্পন্ন হয়েছে। দায়িত্বশীল কর্মকর্তারা জানান, পরিস্থিতি স্বাভাবিক রাখতে সংশ্লিষ্ট সব পক্ষের সাথে আলোচনা অব্যাহত রয়েছে। তিনি বলেন, জনগণের প্রত্যাশা পূরণে সরকার বদ্ধপরিকর এবং এ লক্ষ্যে কাজ এগিয়ে চলছে। সংশ্লিষ্ট সূত্রে জানা গেছে, এ বিষয়ে প্রয়োজনীয় সব ধরনের প্রস্তুতি ইতোমধ্যে সম্পন্ন হয়েছে। দায়িত্বশীল কর্মকর্তারা জানান, পরিস্থিতি স্বাভাবিক রাখতে সংশ্লিষ্ট সব পক্ষের সাথে আলোচনা অব্যাহত রয়েছে। তিনি বলেন, জনগণের প্রত্যাশা পূরণে সরকার বদ্ধপরিকর এবং এ লক্ষ্যে কাজ এগিয়ে চলছে। সংশ্লিষ্ট সূত্রে জানা গেছে, এ বিষয়ে প্রয়োজনীয় সব ধরনের প্রস্তুতি ইতোমধ্যে সম্পন্ন হয়েছে। দায়িত্বশীল কর্মকর্তারা জানান, পরিস্থিতি স্বাভাবিক রাখতে সংশ্লিষ্ট সব পক্ষের সাথে আলোচনা অব্যাহত রয়েছে। তিনি বলেন, জনগণের প্রত্যাশা পূরণে সরকার বদ্ধপরিকর এবং এ লক্ষ্যে কাজ এগিয়ে চলছে। সংশ্লিষ্ট সূত্রে জানা গেছে, এ বিষয়ে প্রয়োজনীয় সব ধরনের প্রস্তুতি ইতোমধ্যে সম্পন্ন হয়েছে। দায়িত্বশীল কর্মকর্তারা জানান, পরিস্থিতি স্বাভাবিক রাখতে সংশ্লিষ্ট সব পক্ষের সাথে আলোচনা অব্যাহত রয়েছে। তিনি বলেন, জনগণের প্রত্যাশা পূরণে সরকার বদ্ধপরিকর এবং এ লক্ষ্যে কাজ এগিয়ে চলছে। xyxy=(8,1485,256,1708)
body-text: স্থানীয় সূত্র জানায়, ঘটনার পরপরই আইনশৃঙ্খলা রক্ষাকারী বাহিনীর সদস্যরা ঘটনাস্থলে পৌঁছে পরিস্থিতি নিয়ন্ত্রণে আনেন। এ ঘটনায় মামলা দায়েরের প্রস্তুতি চলছে বলে জানা গেছে। কর্তৃপক্ষ বলছে, দোষীদের বিরুদ্ধে দ্রুত আইনানুগ ব্যবস্থা নেয়া হবে। স্থানীয় সূত্র জানায়, ঘটনার পরপরই আইনশৃঙ্খলা রক্ষাকারী বাহিনীর সদস্যরা ঘটনাস্থলে পৌঁছে পরিস্থিতি নিয়ন্ত্রণে আনেন। এ ঘটনায় মামলা দায়েরের প্রস্তুতি চলছে বলে জানা গেছে। কর্তৃপক্ষ বলছে, দোষীদের বিরুদ্ধে দ্রুত আইনানুগ ব্যবস্থা নেয়া হবে। স্থানীয় সূত্র জানায়, ঘটনার পরপরই আইনশৃঙ্খলা রক্ষাকারী বাহিনীর সদস্যরা ঘটনাস্থলে পৌঁছে পরিস্থিতি নিয়ন্ত্রণে আনেন। এ ঘটনায় মামলা দায়েরের প্রস্তুতি চলছে বলে জানা গেছে। কর্তৃপক্ষ বলছে, দোষীদের বিরুদ্ধে দ্রুত আইনানুগ ব্যবস্থা নেয়া হবে। স্থানীয় সূত্র জানায়, ঘটনার পরপরই আইনশৃঙ্খলা রক্ষাকারী বাহিনীর সদস্যরা ঘটনাস্থলে পৌঁছে পরিস্থিতি নিয়ন্ত্রণে আনেন। এ ঘটনায় মামলা দায়েরের প্রস্তুতি চলছে বলে জানা গেছে। কর্তৃপক্ষ বলছে, দোষীদের বিরুদ্ধে দ্রুত আইনানুগ ব্যবস্থা নেয়া হবে। xyxy=(947,1154,1062,1601)
article-rice xyxy=(514,1290,812,1858)
article-headline: সরকার পক্ষপাতিত্ব করলে সুষ্ঠু নির্বাচন xyxy=(824,74,1022,89)
article-assets-continuation-column xyxy=(722,74,812,1284)
section-divider xyxy=(514,1286,812,1287)
continued-from-label: ১ম পৃষ্ঠার পর xyxy=(514,110,566,122)
continued-from-label: ১ম পৃষ্ঠার পর xyxy=(824,94,876,106)
